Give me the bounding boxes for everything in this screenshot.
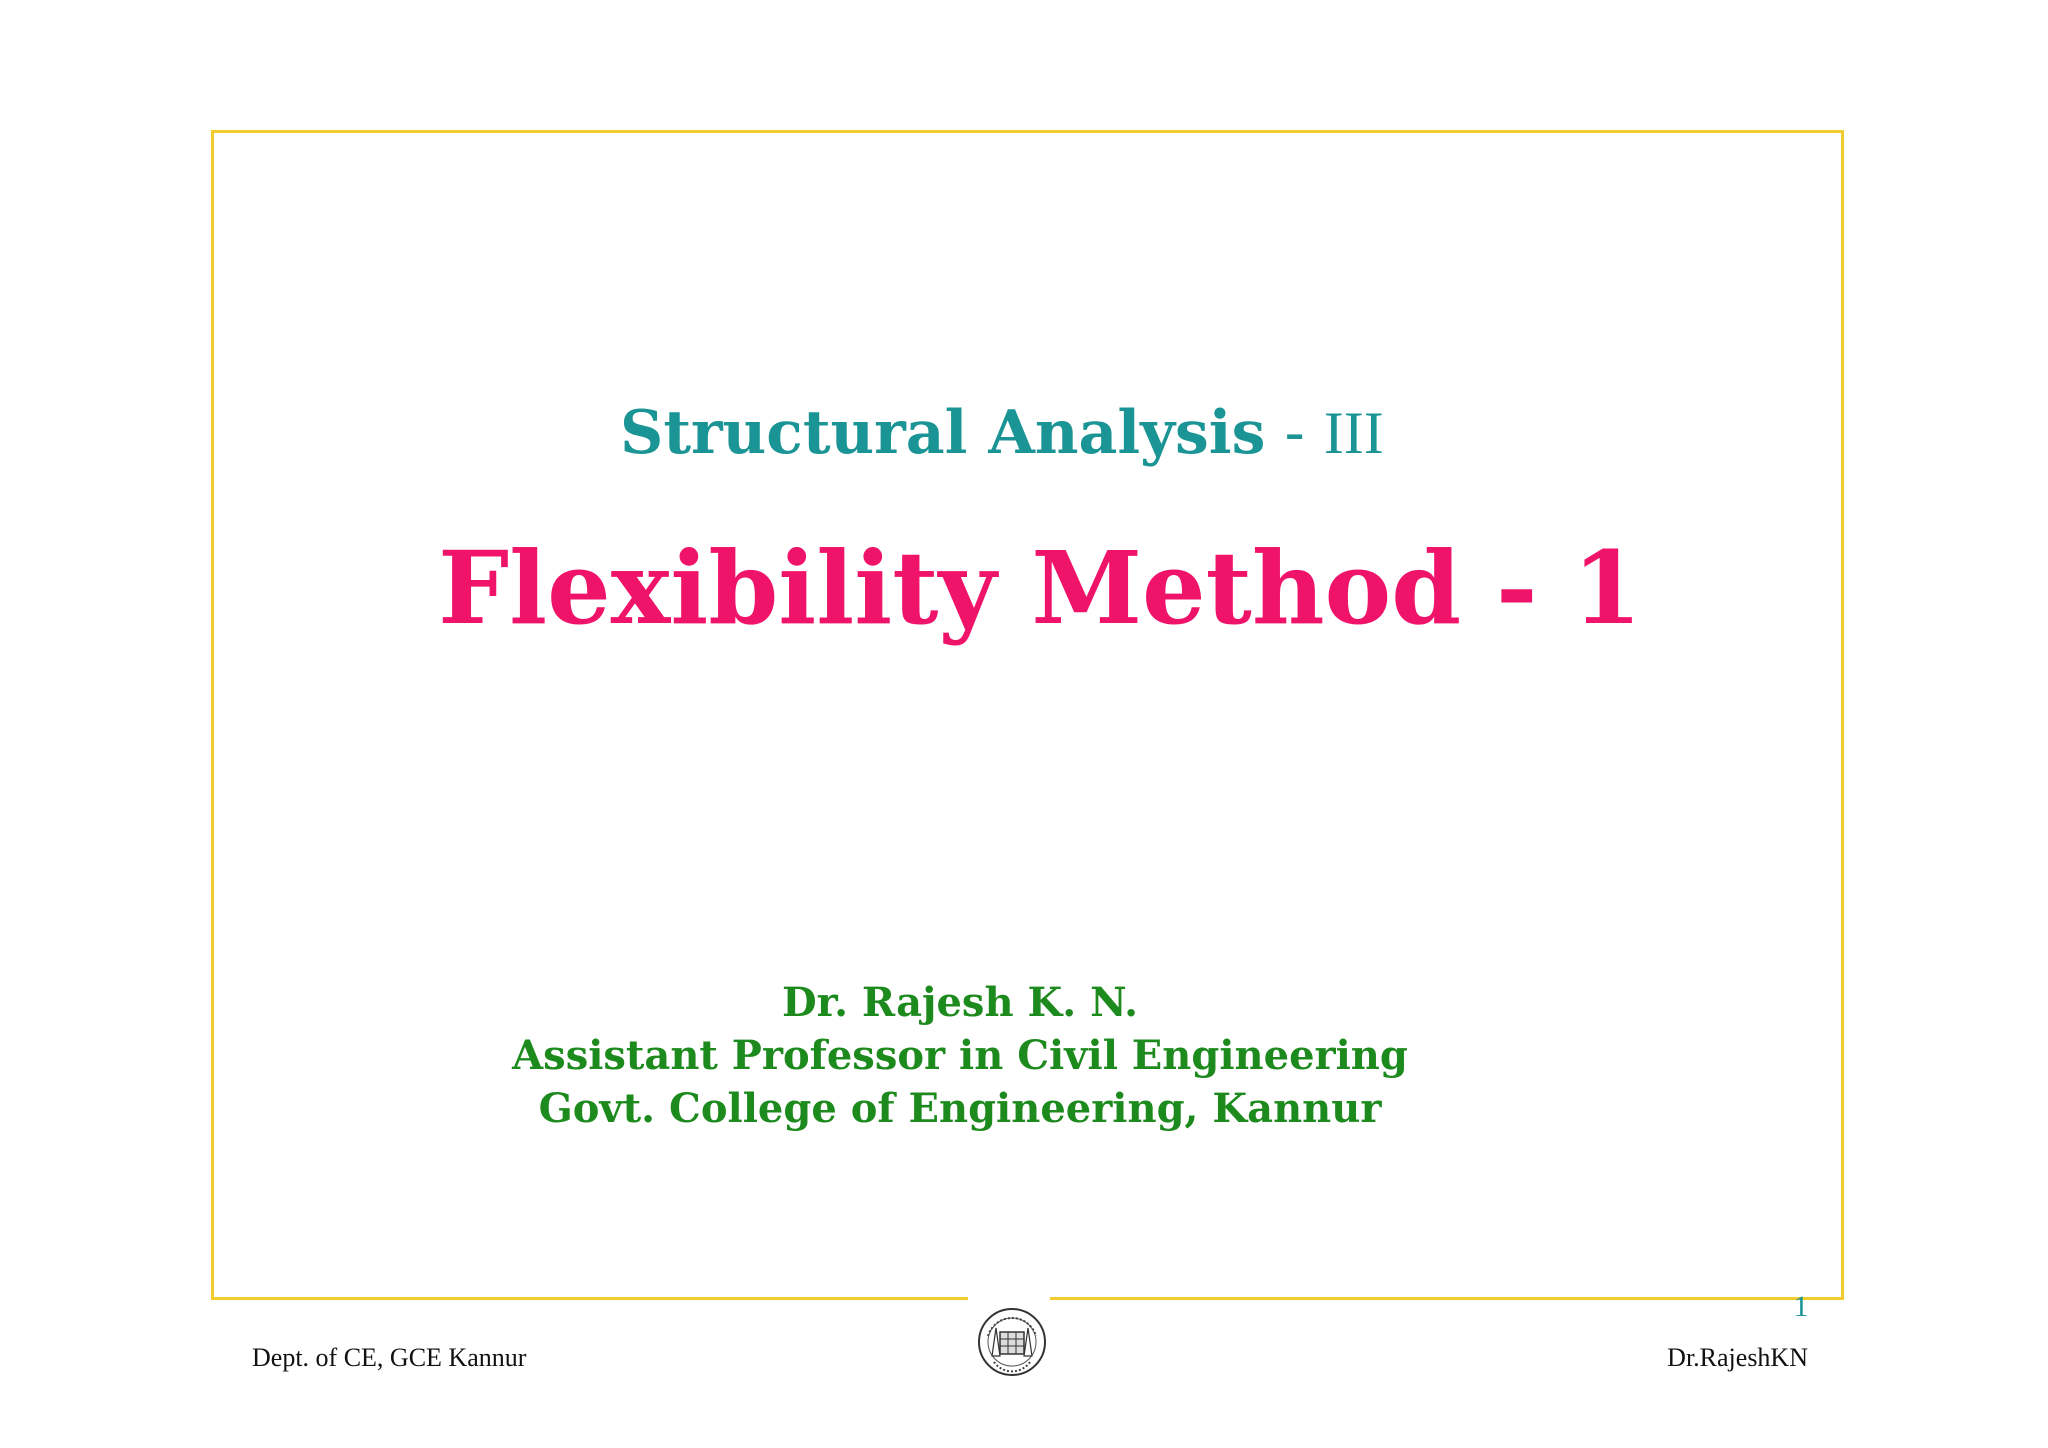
college-seal-icon bbox=[976, 1306, 1048, 1378]
author-name: Dr. Rajesh K. N. bbox=[781, 979, 1138, 1026]
course-name: Structural Analysis bbox=[620, 398, 1266, 468]
slide-title: Flexibility Method - 1 bbox=[438, 529, 1642, 647]
author-block bbox=[460, 976, 1460, 1135]
frame-gap bbox=[968, 1294, 1050, 1304]
author-designation: Assistant Professor in Civil Engineering bbox=[512, 1032, 1408, 1079]
subtitle-separator: - bbox=[1265, 398, 1324, 468]
course-subtitle bbox=[620, 395, 1384, 471]
page-number: 1 bbox=[1793, 1290, 1809, 1323]
footer-author: Dr.RajeshKN bbox=[1667, 1343, 1808, 1372]
course-number: III bbox=[1323, 400, 1384, 466]
author-institution: Govt. College of Engineering, Kannur bbox=[538, 1085, 1382, 1132]
footer-department: Dept. of CE, GCE Kannur bbox=[252, 1343, 527, 1372]
